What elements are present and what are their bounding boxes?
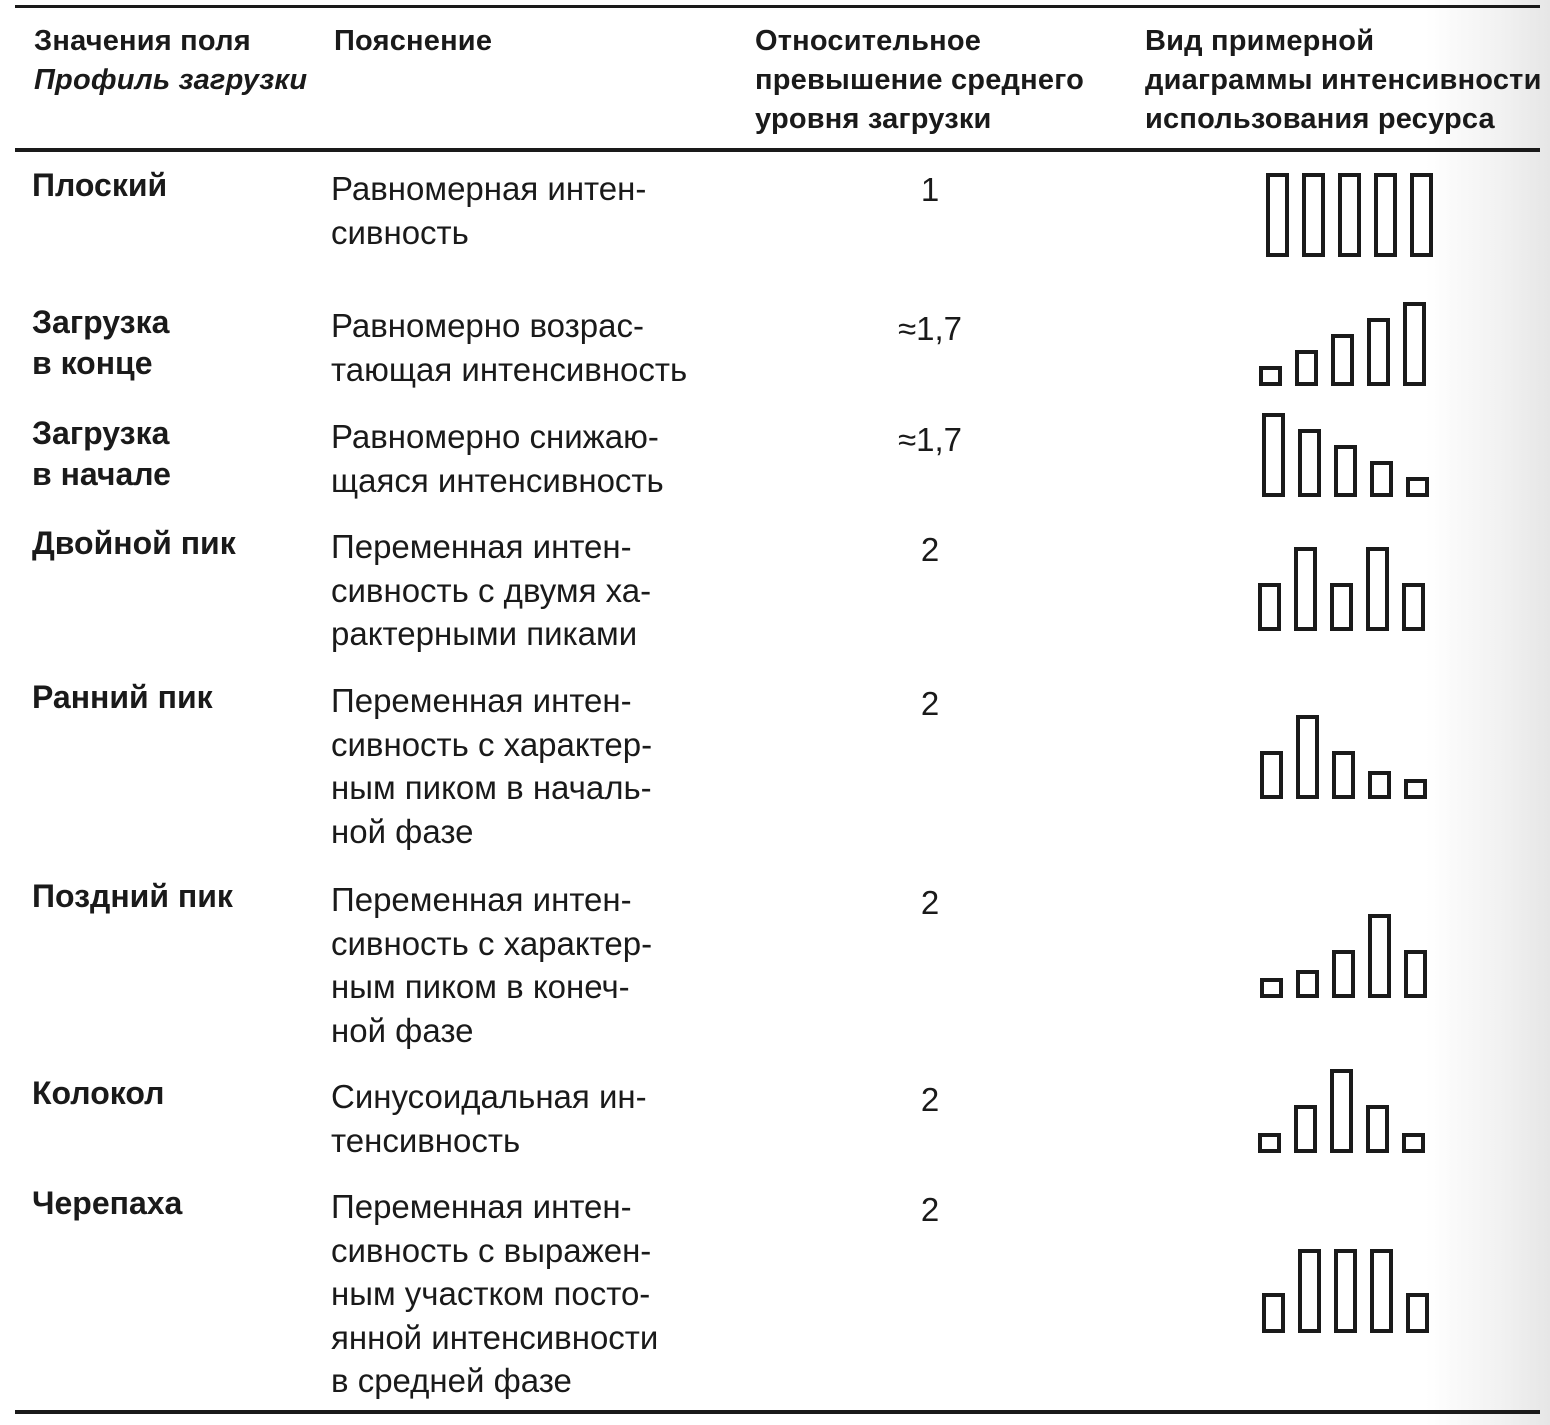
profile-description: Переменная интен- сивность с выражен- ным участком посто- янной интенсивности в средней фазе bbox=[331, 1188, 659, 1399]
profile-description: Переменная интен- сивность с характер- ным пиком в конеч- ной фазе bbox=[331, 881, 653, 1049]
diagram-bar bbox=[1406, 952, 1425, 996]
header-field-values-text: Значения поля bbox=[34, 25, 251, 57]
diagram-bar bbox=[1370, 773, 1389, 797]
diagram-bar bbox=[1334, 952, 1353, 996]
profile-name: Плоский bbox=[32, 167, 168, 203]
profile-name: Колокол bbox=[32, 1075, 165, 1111]
profile-name: Загрузка в начале bbox=[32, 415, 171, 492]
profile-ratio: ≈1,7 bbox=[898, 310, 962, 347]
profile-ratio: 1 bbox=[920, 171, 940, 208]
diagram-bar bbox=[1264, 1295, 1283, 1331]
diagram-bar bbox=[1268, 175, 1287, 255]
diagram-bar bbox=[1297, 352, 1316, 384]
diagram-bar bbox=[1376, 175, 1395, 255]
diagram-bar bbox=[1300, 1251, 1319, 1331]
profile-name: Загрузка в конце bbox=[32, 304, 170, 381]
table-top-rule bbox=[15, 5, 1540, 8]
diagram-bar bbox=[1412, 175, 1431, 255]
diagram-bar bbox=[1260, 1135, 1279, 1151]
diagram-bar bbox=[1300, 431, 1319, 495]
header-field-values bbox=[34, 22, 314, 100]
diagram-bar bbox=[1406, 781, 1425, 797]
diagram-bar bbox=[1262, 980, 1281, 996]
profile-ratio: 2 bbox=[920, 531, 940, 568]
profile-ratio: 2 bbox=[920, 1081, 940, 1118]
diagram-bar bbox=[1296, 549, 1315, 629]
diagram-bar bbox=[1340, 175, 1359, 255]
header-field-name-italic: Профиль загрузки bbox=[34, 64, 308, 96]
diagram-bar bbox=[1332, 1071, 1351, 1151]
diagram-bar bbox=[1260, 585, 1279, 629]
diagram-bar bbox=[1370, 916, 1389, 996]
profile-name: Поздний пик bbox=[32, 878, 233, 914]
diagram-bar bbox=[1336, 447, 1355, 495]
diagram-bar bbox=[1368, 549, 1387, 629]
diagram-bar bbox=[1296, 1107, 1315, 1151]
diagram-bar bbox=[1368, 1107, 1387, 1151]
diagram-bar bbox=[1405, 304, 1424, 384]
diagram-bar bbox=[1304, 175, 1323, 255]
profile-name: Двойной пик bbox=[32, 525, 236, 561]
diagram-bar bbox=[1408, 479, 1427, 495]
diagram-bar bbox=[1404, 585, 1423, 629]
intensity-diagram bbox=[1258, 395, 1453, 505]
profile-ratio: 2 bbox=[920, 884, 940, 921]
table-bottom-rule bbox=[15, 1410, 1540, 1414]
profile-description: Равномерная интен- сивность bbox=[331, 170, 647, 251]
profile-ratio: 2 bbox=[920, 1191, 940, 1228]
profile-description: Равномерно снижаю- щаяся интенсивность bbox=[331, 418, 664, 499]
diagram-bar bbox=[1298, 972, 1317, 996]
profile-description: Синусоидальная ин- тенсивность bbox=[331, 1078, 647, 1159]
intensity-diagram bbox=[1256, 697, 1451, 807]
profile-description: Переменная интен- сивность с характер- ным пиком в началь- ной фазе bbox=[331, 682, 653, 850]
profile-ratio: 2 bbox=[920, 685, 940, 722]
intensity-diagram bbox=[1258, 1231, 1453, 1341]
intensity-diagram bbox=[1254, 529, 1449, 639]
profile-name: Черепаха bbox=[32, 1185, 183, 1221]
diagram-bar bbox=[1336, 1251, 1355, 1331]
diagram-bar bbox=[1298, 717, 1317, 797]
diagram-bar bbox=[1372, 1251, 1391, 1331]
intensity-diagram bbox=[1254, 1051, 1449, 1161]
header-diagram-view: Вид примерной диаграммы интенсивности использования ресурса bbox=[1145, 25, 1542, 135]
diagram-bar bbox=[1333, 336, 1352, 384]
header-relative-excess: Относительное превышение среднего уровня загрузки bbox=[755, 25, 1085, 135]
diagram-bar bbox=[1404, 1135, 1423, 1151]
profile-description: Равномерно возрас- тающая интенсивность bbox=[331, 307, 688, 388]
diagram-bar bbox=[1262, 753, 1281, 797]
profile-description: Переменная интен- сивность с двумя ха- рактерными пиками bbox=[331, 528, 652, 652]
intensity-diagram bbox=[1262, 155, 1457, 265]
profile-ratio: ≈1,7 bbox=[898, 421, 962, 458]
header-explanation: Пояснение bbox=[334, 25, 493, 57]
table-header-rule bbox=[15, 148, 1540, 152]
diagram-bar bbox=[1332, 585, 1351, 629]
diagram-bar bbox=[1261, 368, 1280, 384]
diagram-bar bbox=[1408, 1295, 1427, 1331]
intensity-diagram bbox=[1255, 284, 1450, 394]
profile-name: Ранний пик bbox=[32, 679, 213, 715]
intensity-diagram bbox=[1256, 896, 1451, 1006]
diagram-bar bbox=[1264, 415, 1283, 495]
diagram-bar bbox=[1334, 753, 1353, 797]
diagram-bar bbox=[1369, 320, 1388, 384]
diagram-bar bbox=[1372, 463, 1391, 495]
